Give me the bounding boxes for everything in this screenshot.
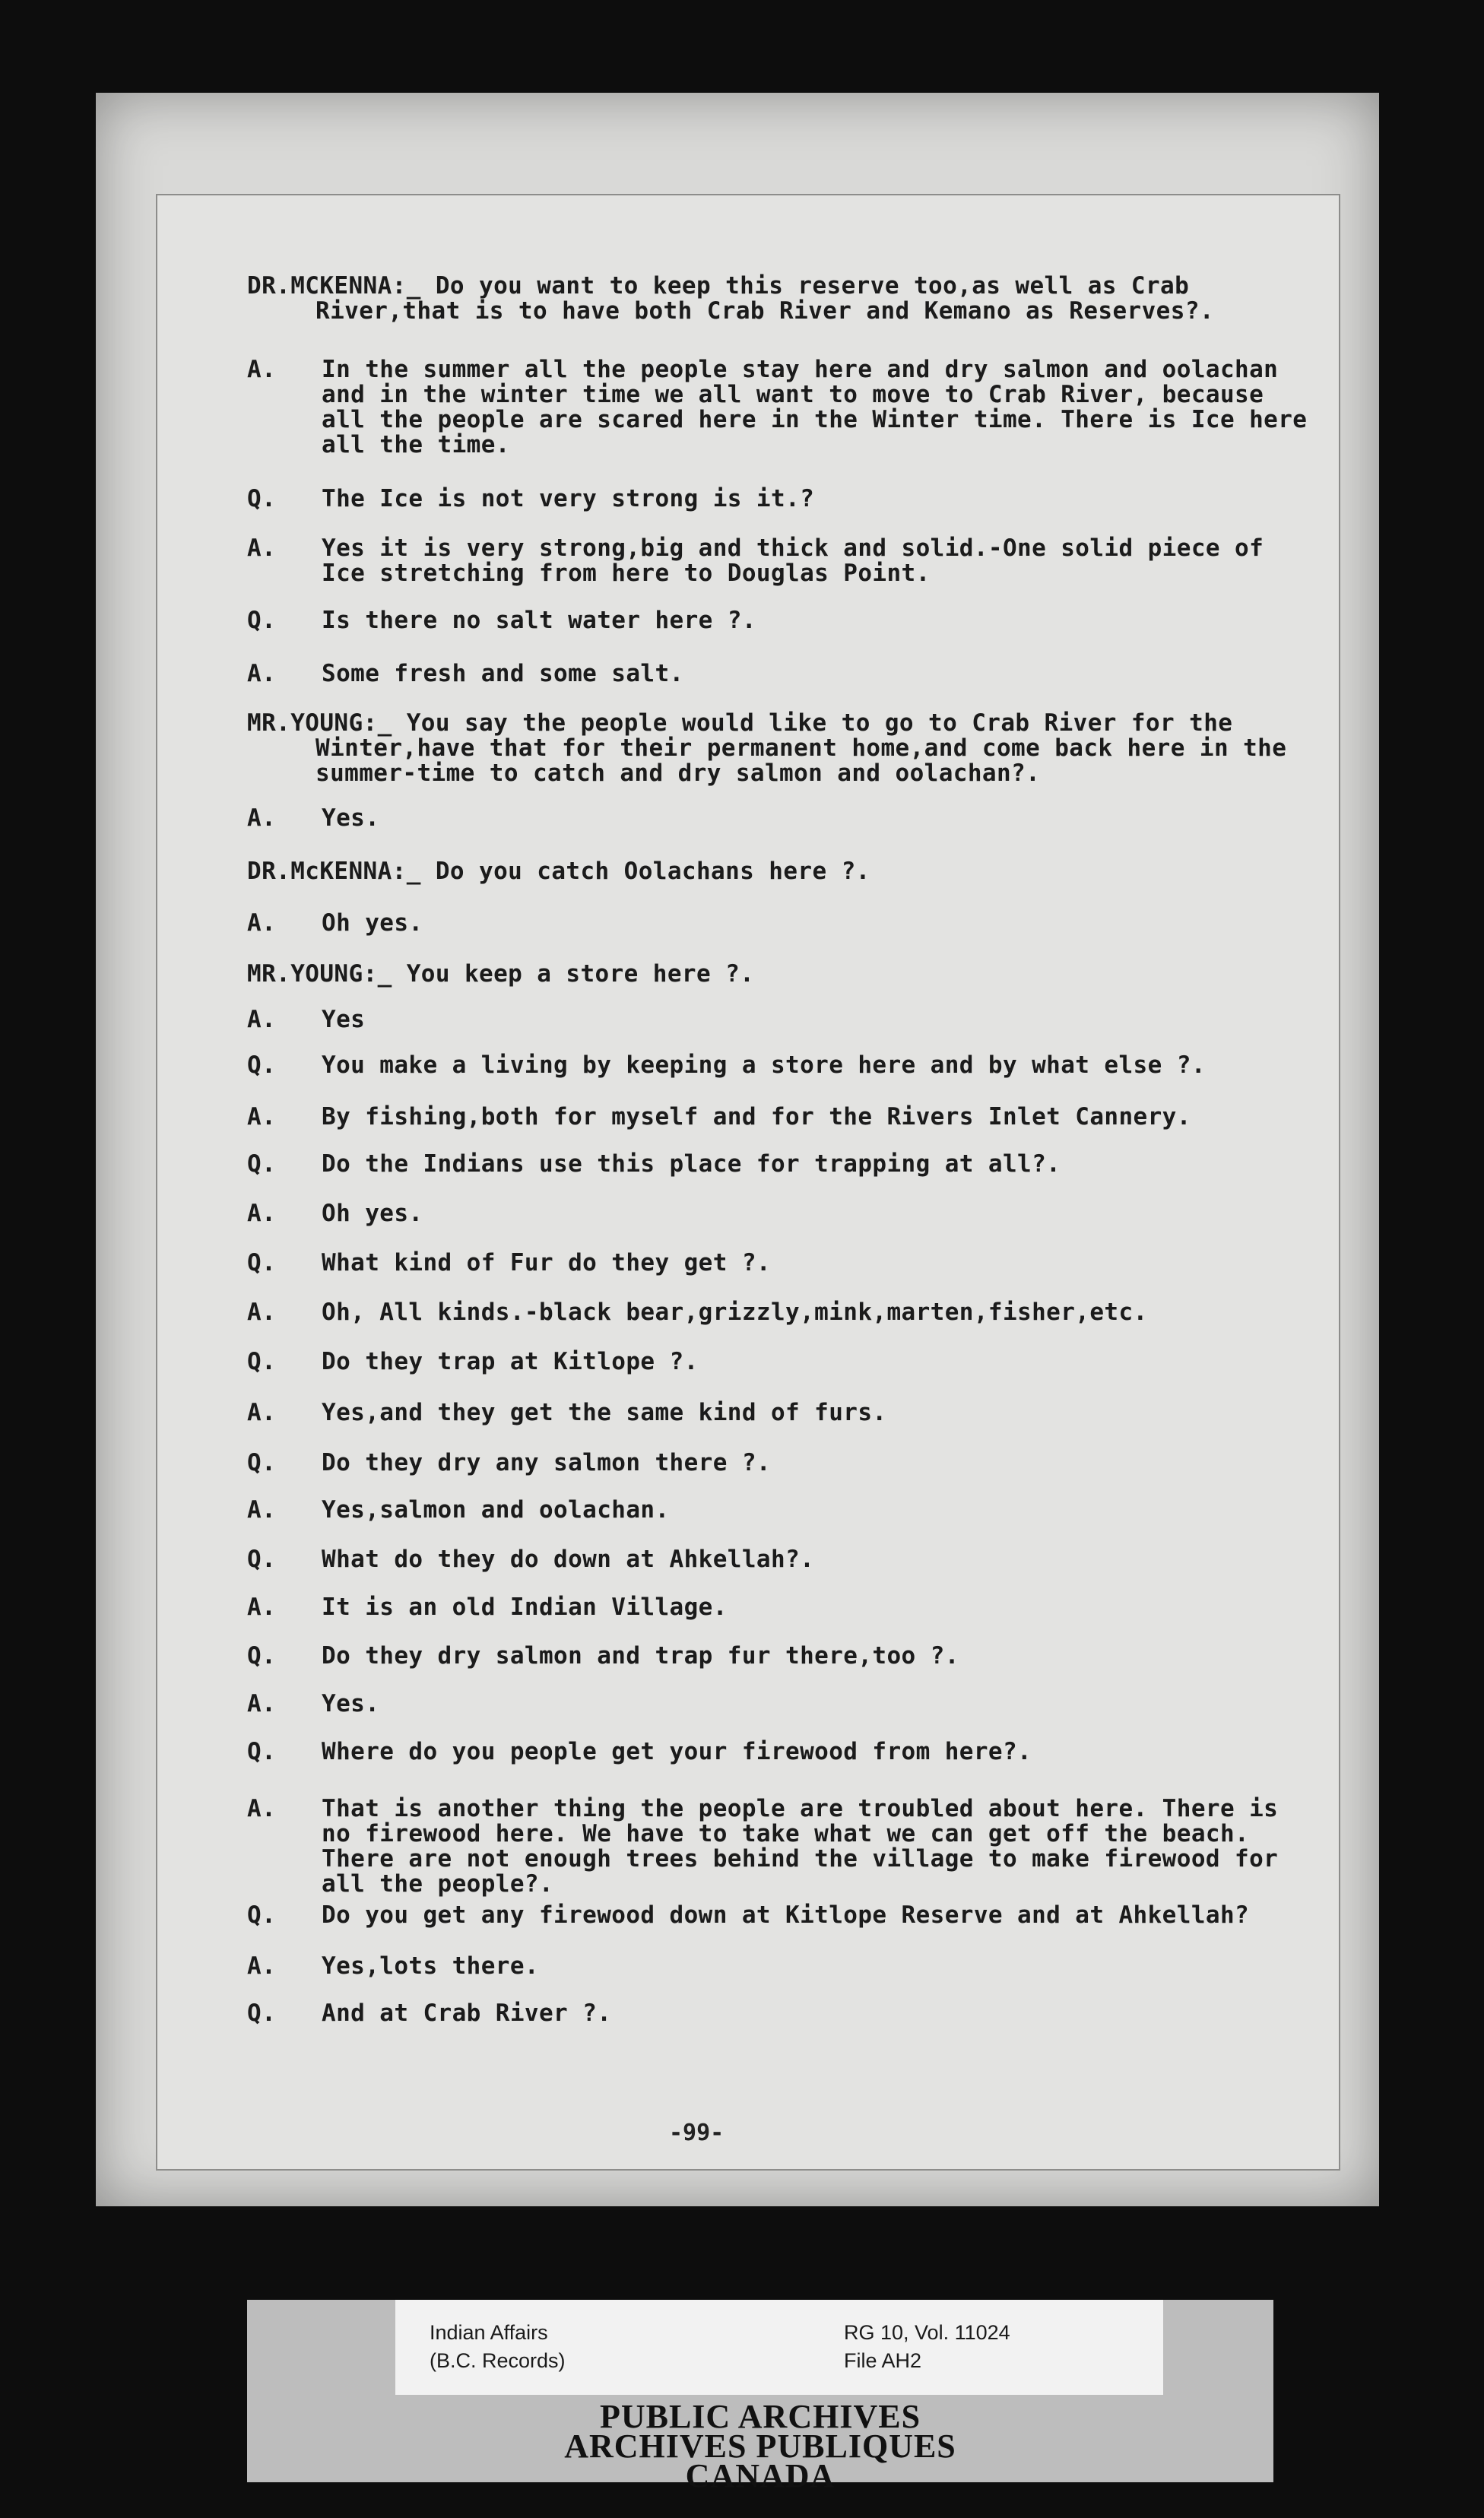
entry-label: Q.	[247, 1999, 277, 2027]
entry-label: A.	[247, 534, 277, 562]
speaker-line	[247, 859, 1319, 884]
entry-text: Do the Indians use this place for trapping at all?.	[322, 1150, 1061, 1178]
archive-name-en: PUBLIC ARCHIVES	[599, 2398, 921, 2435]
entry-text: Do they dry salmon and trap fur there,too ?.	[322, 1642, 959, 1670]
speaker-line	[247, 274, 1319, 324]
entry-text: Yes,and they get the same kind of furs.	[322, 1399, 887, 1426]
entry-text: Is there no salt water here ?.	[322, 607, 756, 634]
entry-label: A.	[247, 804, 277, 832]
entry-text: Yes,salmon and oolachan.	[322, 1496, 670, 1524]
entry-label: A.	[247, 1103, 277, 1131]
entry-label: Q.	[247, 1642, 277, 1670]
entry-label: A.	[247, 660, 277, 687]
speaker-entry	[247, 859, 1311, 884]
entry-label: A.	[247, 1795, 277, 1822]
entry-label: Q.	[247, 1738, 277, 1765]
entry-label: Q.	[247, 485, 277, 512]
entry-text: Yes,lots there.	[322, 1952, 539, 1980]
entry-label: A.	[247, 1006, 277, 1033]
archive-name-fr: ARCHIVES PUBLIQUES	[564, 2428, 956, 2465]
entry-label: A.	[247, 1690, 277, 1717]
entry-label: A.	[247, 1299, 277, 1326]
entry-label: Q.	[247, 1546, 277, 1573]
entry-label: A.	[247, 356, 277, 383]
entry-label: A.	[247, 909, 277, 937]
entry-text: Oh, All kinds.-black bear,grizzly,mink,marten,fisher,etc.	[322, 1299, 1148, 1326]
entry-label: A.	[247, 1399, 277, 1426]
entry-text: The Ice is not very strong is it.?	[322, 485, 815, 512]
entry-text: What do they do down at Ahkellah?.	[322, 1546, 815, 1573]
entry-text: Yes it is very strong,big and thick and solid.-One solid piece of Ice stretching from here to Douglas Point.	[322, 534, 1264, 587]
speaker-entry	[247, 962, 1311, 987]
entry-label: Q.	[247, 1901, 277, 1929]
entry-label: Q.	[247, 1051, 277, 1079]
speaker-entry	[247, 711, 1311, 786]
entry-label: Q.	[247, 1449, 277, 1476]
stamp-right-line-2: File AH2	[844, 2349, 922, 2372]
entry-text: Yes	[322, 1006, 366, 1033]
speaker-text: You say the people would like to go to Crab River for the Winter,have that for their permanent home,and come back here in the summer-time to catch and dry salmon and oolachan?.	[316, 709, 1287, 787]
archive-country: CANADA	[685, 2457, 836, 2494]
entry-label: A.	[247, 1594, 277, 1621]
entry-text: In the summer all the people stay here and dry salmon and oolachan and in the winter time we all want to move to Crab River, because all the people are scared here in the Winter time. There is Ice here all the time.	[322, 356, 1308, 458]
speaker-name: DR.MCKENNA:_	[247, 272, 421, 300]
entry-text: Do they trap at Kitlope ?.	[322, 1348, 699, 1375]
entry-label: Q.	[247, 1348, 277, 1375]
entry-text: And at Crab River ?.	[322, 1999, 612, 2027]
entry-text: Some fresh and some salt.	[322, 660, 684, 687]
entry-text: Where do you people get your firewood from here?.	[322, 1738, 1032, 1765]
speaker-line	[247, 962, 1319, 987]
entry-text: Do they dry any salmon there ?.	[322, 1449, 771, 1476]
speaker-entry	[247, 274, 1311, 324]
speaker-text: Do you catch Oolachans here ?.	[435, 858, 870, 885]
entry-text: By fishing,both for myself and for the Rivers Inlet Cannery.	[322, 1103, 1191, 1131]
speaker-name: MR.YOUNG:_	[247, 709, 392, 737]
entry-label: A.	[247, 1200, 277, 1227]
entry-label: A.	[247, 1952, 277, 1980]
speaker-text: You keep a store here ?.	[406, 960, 755, 988]
speaker-name: DR.McKENNA:_	[247, 858, 421, 885]
speaker-name: MR.YOUNG:_	[247, 960, 392, 988]
archive-stamp	[247, 2300, 1273, 2494]
entry-label: A.	[247, 1496, 277, 1524]
stamp-right-line-1: RG 10, Vol. 11024	[844, 2321, 1010, 2344]
entry-text: It is an old Indian Village.	[322, 1594, 728, 1621]
entry-text: Do you get any firewood down at Kitlope Reserve and at Ahkellah?	[322, 1901, 1250, 1929]
entry-label: Q.	[247, 1150, 277, 1178]
archive-label-card	[395, 2300, 1163, 2395]
entry-text: Oh yes.	[322, 909, 423, 937]
entry-text: Yes.	[322, 804, 380, 832]
speaker-text: Do you want to keep this reserve too,as well as Crab River,that is to have both Crab River and Kemano as Reserves?.	[316, 272, 1214, 325]
entry-label: Q.	[247, 1249, 277, 1276]
entry-label: Q.	[247, 607, 277, 634]
stamp-left-line-2: (B.C. Records)	[430, 2349, 566, 2372]
entry-text: That is another thing the people are troubled about here. There is no firewood here. We have to take what we can get off the beach. There are not enough trees behind the village to make firewood for all the people?.	[322, 1795, 1279, 1898]
stamp-left-line-1: Indian Affairs	[430, 2321, 548, 2344]
page-number: -99-	[669, 2120, 725, 2146]
entry-text: Oh yes.	[322, 1200, 423, 1227]
speaker-line	[247, 711, 1319, 786]
entry-text: You make a living by keeping a store here and by what else ?.	[322, 1051, 1206, 1079]
entry-text: What kind of Fur do they get ?.	[322, 1249, 771, 1276]
entry-text: Yes.	[322, 1690, 380, 1717]
